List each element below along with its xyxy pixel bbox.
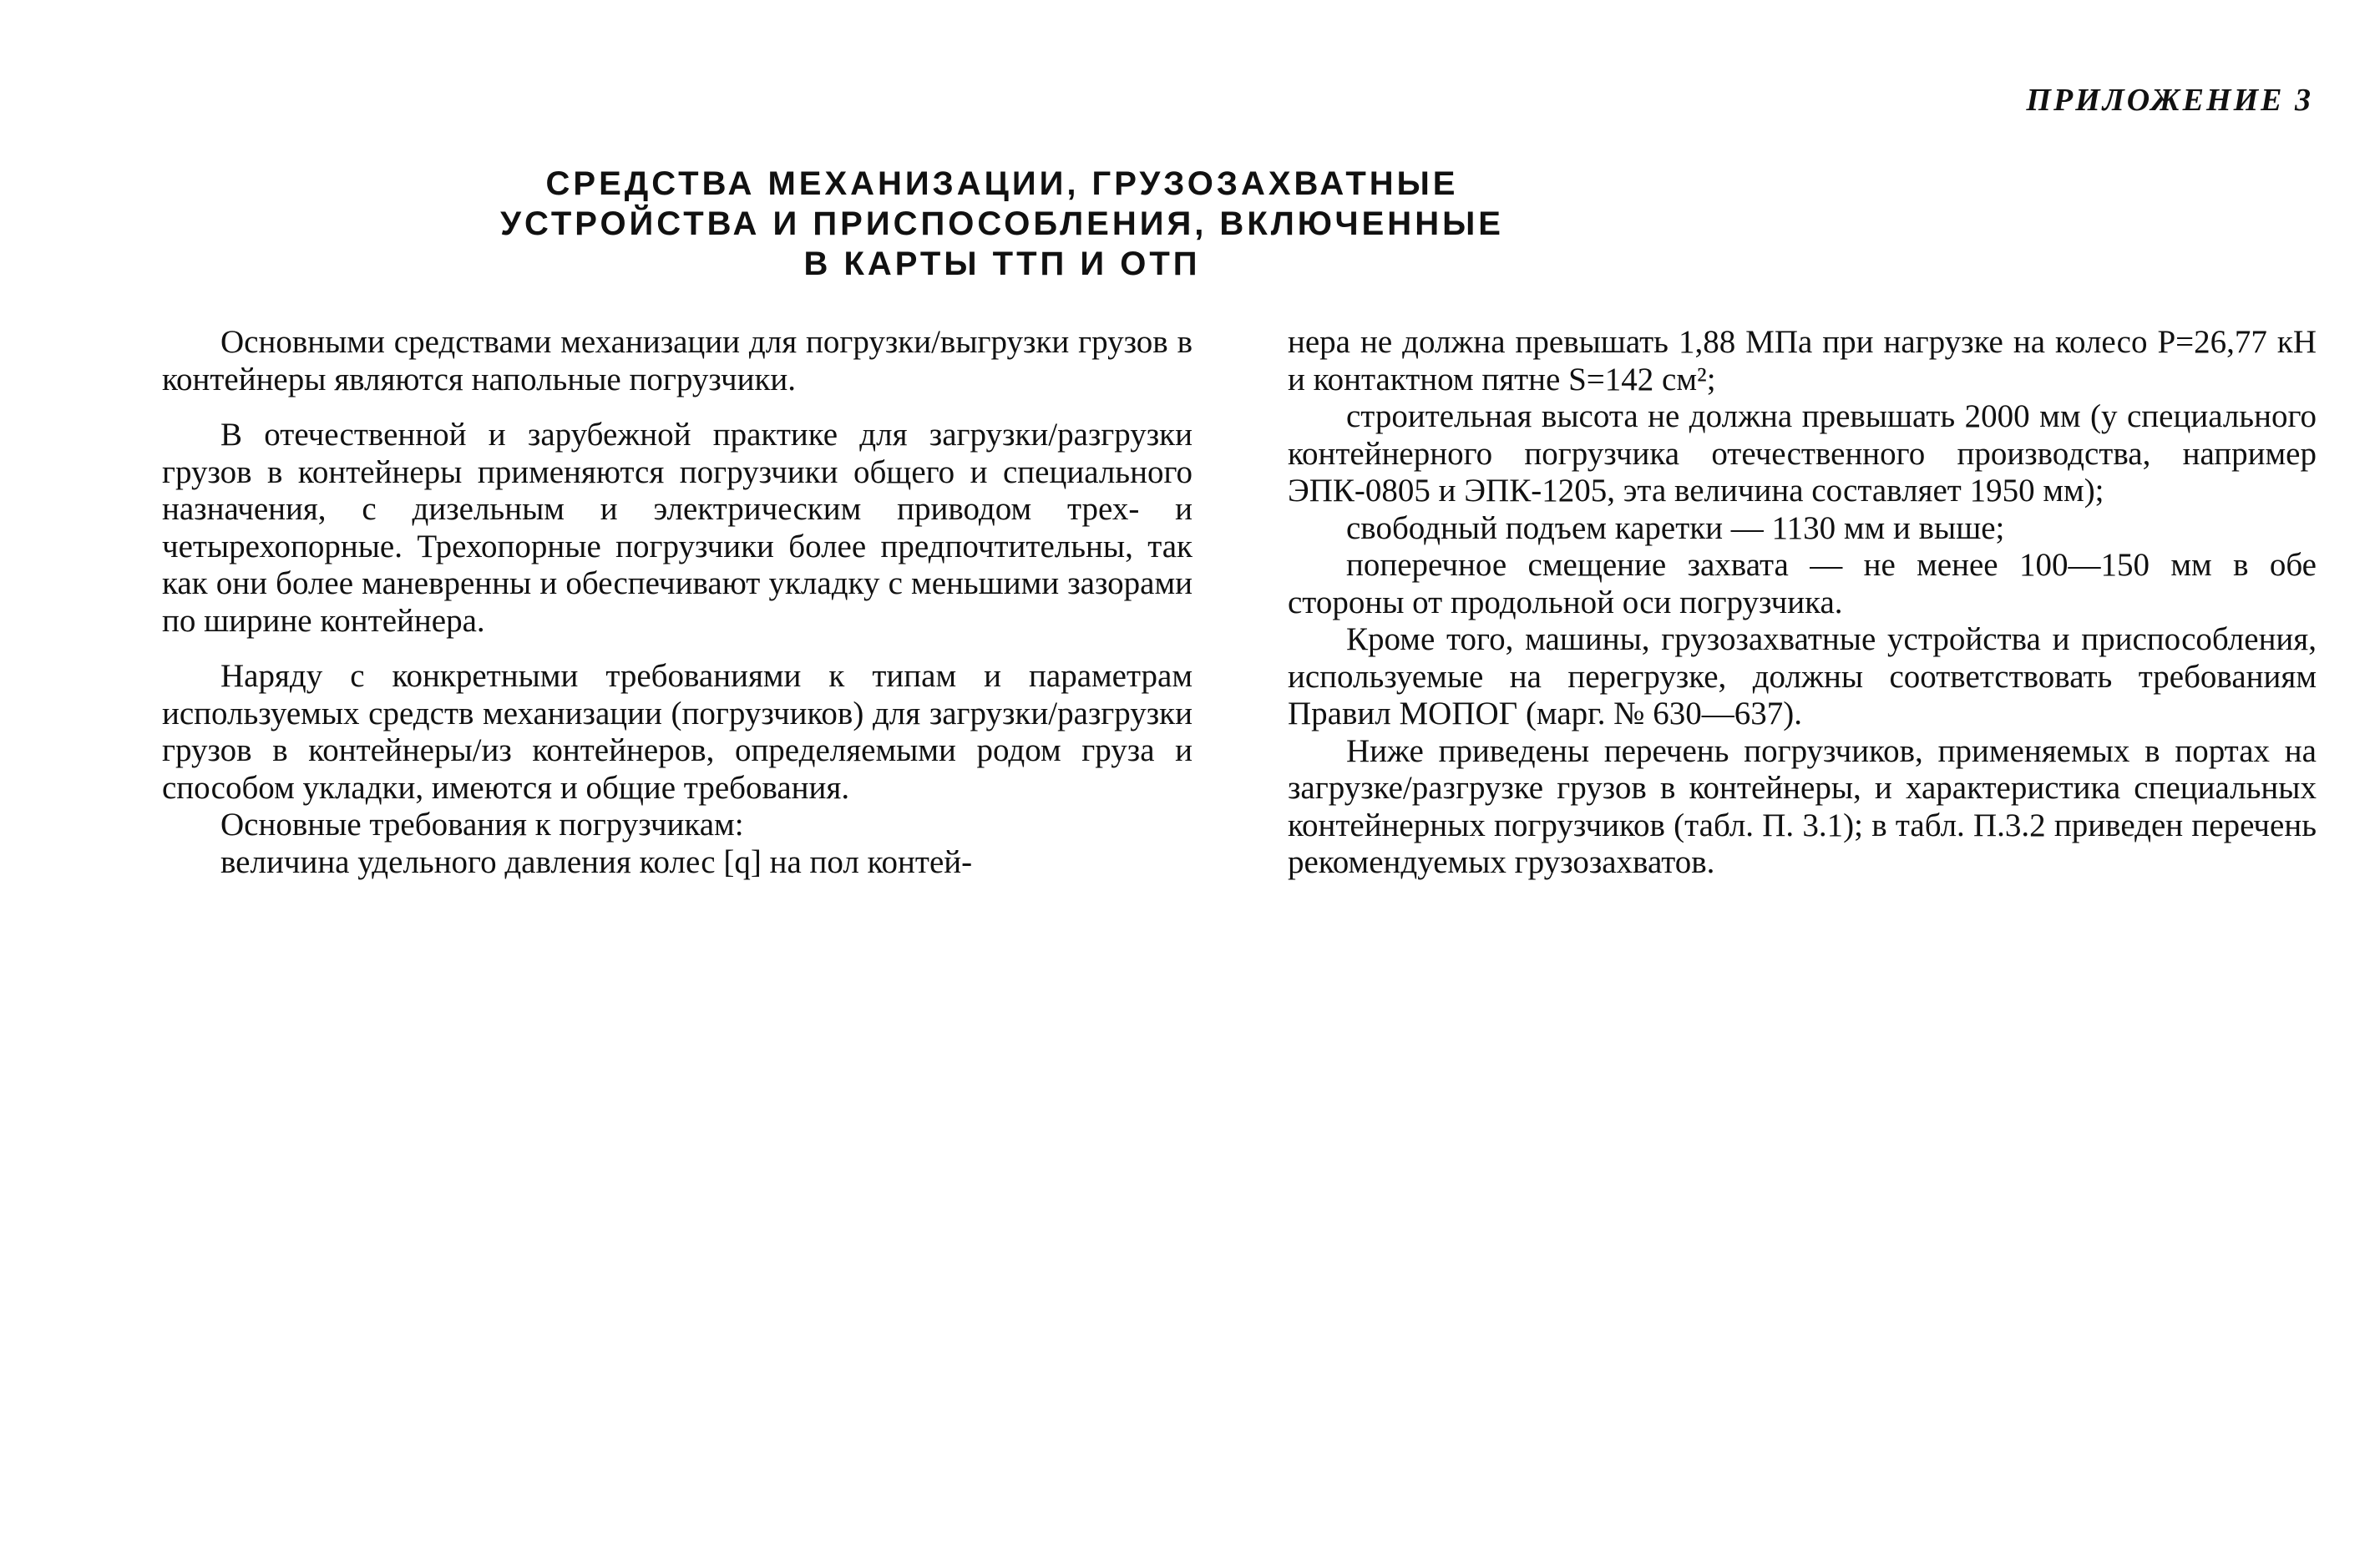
right-paragraph-3: свободный подъем каретки — 1130 мм и выше; xyxy=(1346,509,2005,546)
left-column xyxy=(162,324,1193,881)
right-paragraph-1: нера не должна превышать 1,88 МПа при нагрузке на колесо P=26,77 кН и контактном пятне S=142 см²; xyxy=(1288,324,2317,397)
title-line-2: УСТРОЙСТВА И ПРИСПОСОБЛЕНИЯ, ВКЛЮЧЕННЫЕ xyxy=(500,205,1504,242)
right-paragraph-2: строительная высота не должна превышать 2000 мм (у специального контейнерного погрузчика отечественного производства, например ЭПК-0805 и ЭПК-1205, эта величина составляет 1950 мм); xyxy=(1288,398,2317,509)
left-paragraph-5: величина удельного давления колес [q] на пол контей- xyxy=(220,843,973,880)
right-paragraph-4: поперечное смещение захвата — не менее 100—150 мм в обе стороны от продольной оси погрузчика. xyxy=(1288,547,2317,620)
right-paragraph-6: Ниже приведены перечень погрузчиков, применяемых в портах на загрузке/разгрузке грузов в контейнеры, и характеристика специальных контейнерных погрузчиков (табл. П. 3.1); в табл. П.3.2 приведен перечень рекомендуемых грузозахватов. xyxy=(1288,732,2317,880)
left-paragraph-4: Основные требования к погрузчикам: xyxy=(220,807,744,843)
right-column xyxy=(1288,324,2317,882)
title-line-3: В КАРТЫ ТТП И ОТП xyxy=(803,246,1201,282)
appendix-label: ПРИЛОЖЕНИЕ 3 xyxy=(2026,83,2313,118)
left-paragraph-2: В отечественной и зарубежной практике для загрузки/разгрузки грузов в контейнеры применяются погрузчики общего и специального назначения, с дизельным и электрическим приводом трех- и четырехопорные. Трехопорные погрузчики более предпочтительны, так как они более маневренны и обеспечивают укладку с меньшими зазорами по ширине контейнера. xyxy=(162,417,1193,639)
page-title xyxy=(0,164,2004,284)
left-paragraph-3: Наряду с конкретными требованиями к типам и параметрам используемых средств механизации (погрузчиков) для загрузки/разгрузки грузов в контейнеры/из контейнеров, определяемыми родом груза и способом укладки, имеются и общие требования. xyxy=(162,658,1193,806)
left-paragraph-1: Основными средствами механизации для погрузки/выгрузки грузов в контейнеры являются напольные погрузчики. xyxy=(162,324,1193,397)
title-line-1: СРЕДСТВА МЕХАНИЗАЦИИ, ГРУЗОЗАХВАТНЫЕ xyxy=(545,165,1459,202)
right-paragraph-5: Кроме того, машины, грузозахватные устройства и приспособления, используемые на перегрузке, должны соответствовать требованиям Правил МОПОГ (марг. № 630—637). xyxy=(1288,621,2317,731)
